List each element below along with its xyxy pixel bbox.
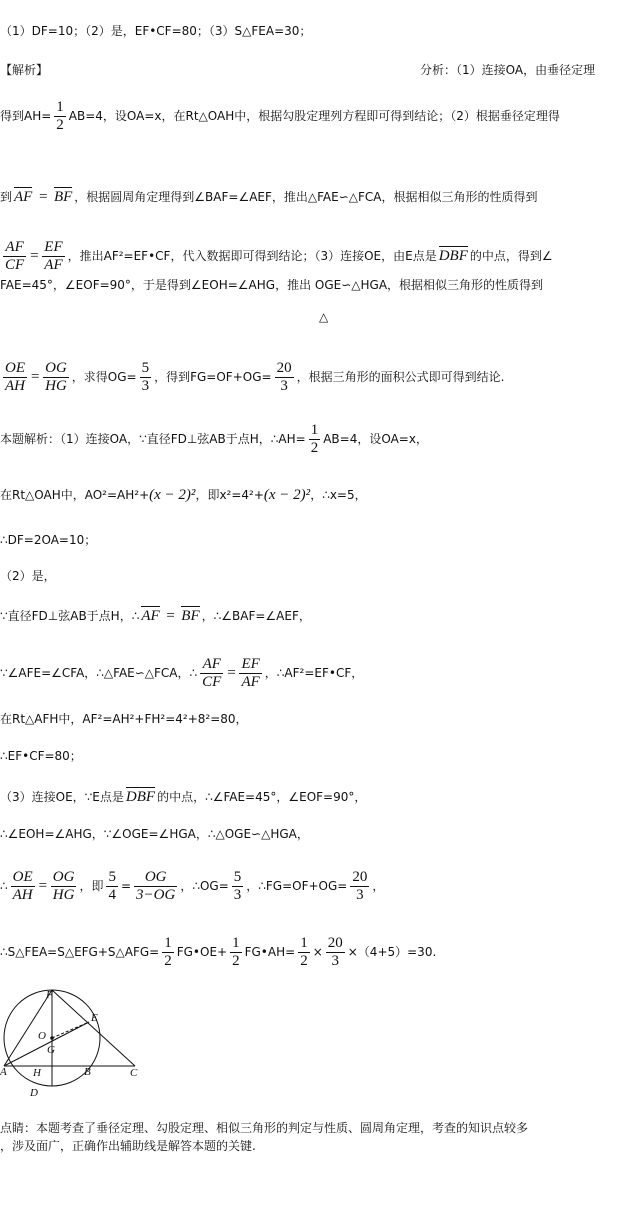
solution-line-9: （3）连接OE，∵E点是 DBF 的中点，∴∠FAE=45°，∠EOF=90°， xyxy=(0,789,367,805)
arc-bf: BF xyxy=(53,189,73,205)
fraction-af-cf: $\frac{AF}{CF}$ xyxy=(5,239,25,273)
label-o: O xyxy=(38,1030,46,1042)
label-h: H xyxy=(33,1067,41,1079)
label-e: E xyxy=(91,1012,98,1024)
solution-line-6: ∵∠AFE=∠CFA，∴△FAE∽△FCA，∴ $\frac{AF}{CF}$ = $\frac{EF}{AF}$ ，∴AF²=EF•CF， xyxy=(0,656,364,690)
solution-line-4: （2）是， xyxy=(0,569,56,583)
label-d: D xyxy=(30,1087,38,1099)
label-c: C xyxy=(130,1067,138,1079)
analysis-line-4: $\frac{AF}{CF}$ = $\frac{EF}{AF}$ ，推出AF²=EF•CF，代入数据即可得到结论；（3）连接OE，由E点是 DBF 的中点，得到∠ xyxy=(5,239,553,273)
center-o xyxy=(50,1036,54,1040)
solution-line-2: 在Rt△OAH中，AO²=AH²+(x − 2)²，即x²=4²+(x − 2)²，∴x=5， xyxy=(0,487,367,503)
answer-header: （1）DF=10；（2）是，EF•CF=80；（3）S△FEA=30； xyxy=(0,24,312,38)
solution-line-5: ∵直径FD⊥弦AB于点H，∴ AF = BF ，∴∠BAF=∠AEF， xyxy=(0,608,311,624)
solution-line-11: ∴ $\frac{OE}{AH}$ = $\frac{OG}{HG}$ ，即 $\frac{5}{4}$ = $\frac{OG}{3-OG}$ ，∴OG= $\frac{5}{3}$ ，∴FG=OF+OG= $\frac{20}{3}$ ， xyxy=(0,869,385,903)
analysis-title: 【解析】 xyxy=(0,63,49,77)
arc-dbf: DBF xyxy=(438,248,468,264)
analysis-intro: 分析：（1）连接OA，由垂径定理 xyxy=(420,63,596,77)
label-g: G xyxy=(47,1044,55,1056)
fraction-ef-af: $\frac{EF}{AF}$ xyxy=(44,239,63,273)
label-b: B xyxy=(84,1066,91,1078)
comment-line-1: 点睛：本题考查了垂径定理、勾股定理、相似三角形的判定与性质、圆周角定理，考查的知识点较多 xyxy=(0,1121,529,1135)
label-a: A xyxy=(0,1066,7,1078)
analysis-line-2: 得到AH= $\frac{1}{2}$ AB=4，设OA=x，在Rt△OAH中，根据勾股定理列方程即可得到结论；（2）根据垂径定理得 xyxy=(0,99,560,133)
geometry-figure xyxy=(0,988,145,1108)
analysis-line-6: $\frac{OE}{AH}$ = $\frac{OG}{HG}$ ，求得OG= $\frac{5}{3}$ ，得到FG=OF+OG= $\frac{20}{3}$ ，根据三角形的面积公式即可得到结论. xyxy=(5,360,505,394)
line-fa xyxy=(4,990,52,1066)
analysis-line-5: FAE=45°，∠EOF=90°，于是得到∠EOH=∠AHG，推出 OGE∽△HGA，根据相似三角形的性质得到 xyxy=(0,278,544,292)
solution-line-10: ∴∠EOH=∠AHG，∵∠OGE=∠HGA，∴△OGE∽△HGA， xyxy=(0,827,309,841)
analysis-line-3: 到 AF = BF ，根据圆周角定理得到∠BAF=∠AEF，推出△FAE∽△FCA，根据相似三角形的性质得到 xyxy=(0,189,538,205)
solution-line-12: ∴S△FEA=S△EFG+S△AFG= $\frac{1}{2}$ FG•OE+ $\frac{1}{2}$ FG•AH= $\frac{1}{2}$ × $\frac{20}{3}$ ×（4+5）=30. xyxy=(0,935,437,969)
solution-line-1: 本题解析：（1）连接OA，∵直径FD⊥弦AB于点H，∴AH= $\frac{1}{2}$ AB=4，设OA=x， xyxy=(0,422,428,456)
arc-af: AF xyxy=(14,189,33,205)
line-fc xyxy=(52,990,135,1066)
solution-line-3: ∴DF=2OA=10； xyxy=(0,533,97,547)
label-f: F xyxy=(46,989,53,1001)
solution-line-7: 在Rt△AFH中，AF²=AH²+FH²=4²+8²=80， xyxy=(0,712,248,726)
comment-line-2: ，涉及面广，正确作出辅助线是解答本题的关键. xyxy=(0,1139,256,1153)
triangle-symbol: △ xyxy=(319,310,329,324)
solution-line-8: ∴EF•CF=80； xyxy=(0,749,82,763)
fraction-half: $\frac{1}{2}$ xyxy=(56,99,64,133)
